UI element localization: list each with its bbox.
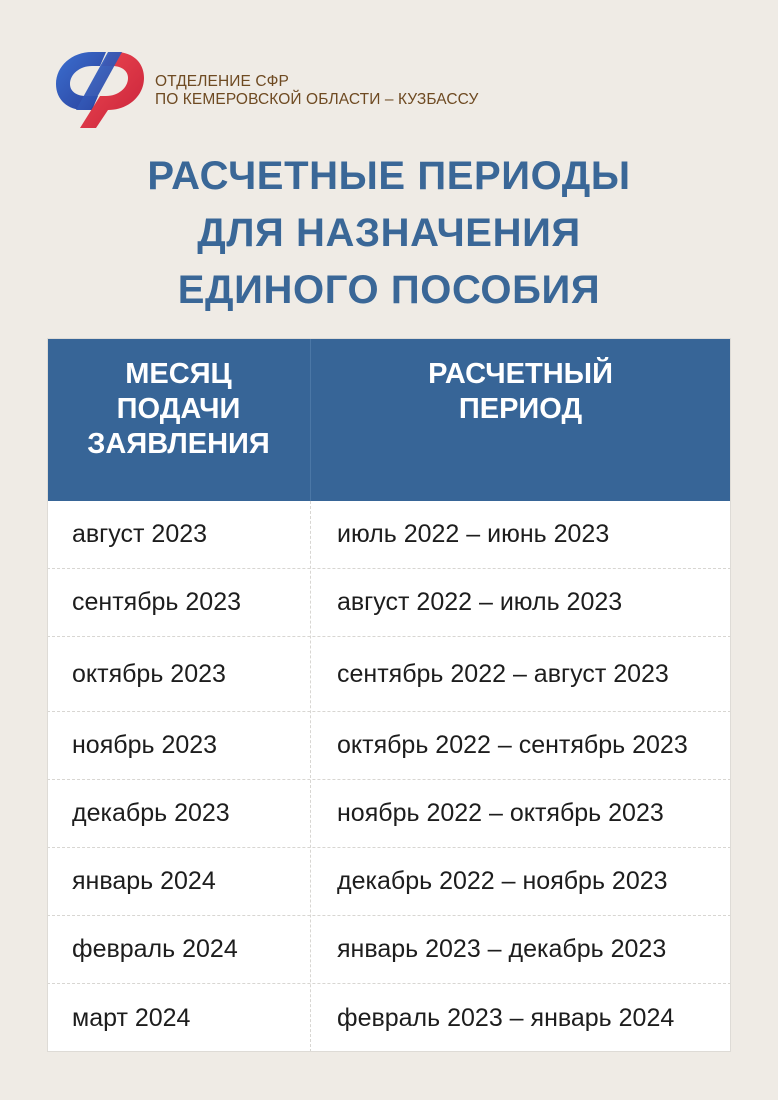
table-row [47, 984, 731, 1052]
organization-name [155, 73, 478, 109]
table-row [47, 501, 731, 569]
header-application-month: МЕСЯЦ ПОДАЧИ ЗАЯВЛЕНИЯ [87, 358, 270, 460]
table-row [47, 637, 731, 712]
calculation-period-cell: декабрь 2022 – ноябрь 2023 [337, 867, 668, 895]
calculation-period-cell: ноябрь 2022 – октябрь 2023 [337, 799, 664, 827]
page-title-line3: ЕДИНОГО ПОСОБИЯ [177, 268, 601, 312]
application-month-cell: январь 2024 [72, 867, 216, 895]
table-header [47, 338, 731, 501]
table-row [47, 780, 731, 848]
application-month-cell: сентябрь 2023 [72, 588, 242, 616]
application-month-cell: октябрь 2023 [72, 659, 226, 688]
calculation-period-cell: февраль 2023 – январь 2024 [337, 1003, 675, 1032]
calculation-period-cell: июль 2022 – июнь 2023 [337, 520, 610, 548]
table-row [47, 712, 731, 780]
periods-table [47, 338, 731, 1052]
table-row [47, 916, 731, 984]
header-calculation-period: РАСЧЕТНЫЙ ПЕРИОД [428, 358, 613, 425]
application-month-cell: декабрь 2023 [72, 799, 230, 827]
header-divider [310, 338, 311, 501]
page-title-line2: ДЛЯ НАЗНАЧЕНИЯ [197, 211, 581, 255]
organization-name-line2: ПО КЕМЕРОВСКОЙ ОБЛАСТИ – КУЗБАССУ [155, 91, 479, 108]
application-month-cell: август 2023 [72, 520, 208, 548]
application-month-cell: ноябрь 2023 [72, 731, 218, 759]
calculation-period-cell: сентябрь 2022 – август 2023 [337, 659, 669, 688]
application-month-cell: февраль 2024 [72, 935, 238, 963]
page-title-line1: РАСЧЕТНЫЕ ПЕРИОДЫ [147, 154, 631, 198]
table-row [47, 848, 731, 916]
calculation-period-cell: август 2022 – июль 2023 [337, 588, 623, 616]
sfr-logo-icon [52, 44, 148, 130]
table-row [47, 569, 731, 637]
calculation-period-cell: октябрь 2022 – сентябрь 2023 [337, 731, 688, 759]
application-month-cell: март 2024 [72, 1003, 191, 1032]
organization-name-line1: ОТДЕЛЕНИЕ СФР [155, 73, 289, 90]
page-title [0, 148, 778, 319]
calculation-period-cell: январь 2023 – декабрь 2023 [337, 935, 667, 963]
